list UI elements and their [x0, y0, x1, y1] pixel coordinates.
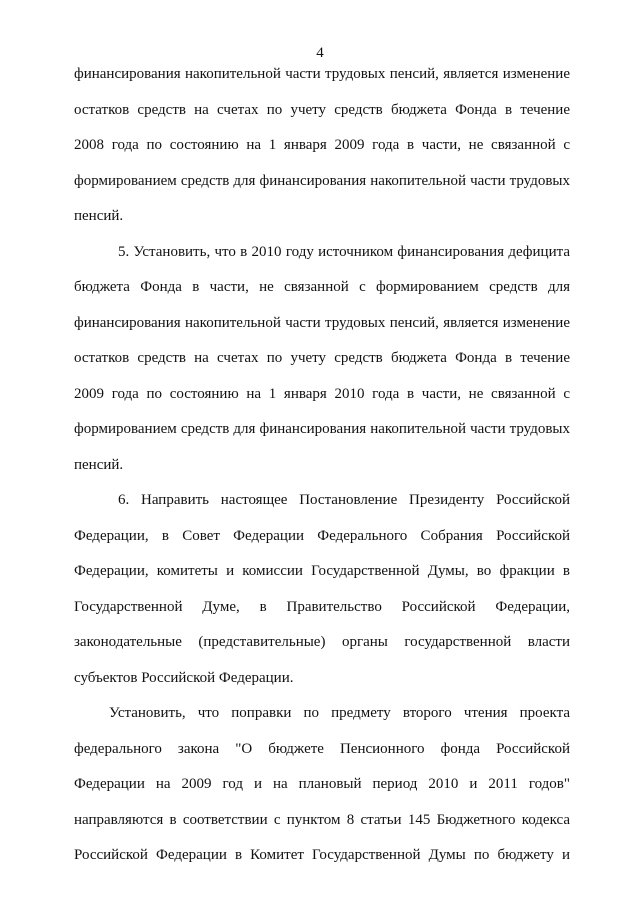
text-line: финансирования накопительной части трудовых пенсий, является изменение [74, 315, 570, 331]
text-line: Федерации на 2009 год и на плановый период 2010 и 2011 годов" [74, 776, 570, 792]
text-line: Российской Федерации в Комитет Государственной Думы по бюджету и [74, 847, 570, 863]
text-line: 5. Установить, что в 2010 году источником финансирования дефицита [118, 244, 570, 260]
text-line: формированием средств для финансирования накопительной части трудовых [74, 421, 570, 437]
text-line: пенсий. [74, 457, 124, 473]
text-line: бюджета Фонда в части, не связанной с формированием средств для [74, 279, 570, 295]
text-line: остатков средств на счетах по учету средств бюджета Фонда в течение [74, 350, 570, 366]
text-line: Государственной Думе, в Правительство Российской Федерации, [74, 599, 570, 615]
text-line: 2009 года по состоянию на 1 января 2010 года в части, не связанной с [74, 386, 570, 402]
text-line: Установить, что поправки по предмету второго чтения проекта [109, 705, 570, 721]
text-line: остатков средств на счетах по учету средств бюджета Фонда в течение [74, 102, 570, 118]
text-line: федерального закона "О бюджете Пенсионного фонда Российской [74, 741, 570, 757]
page-number: 4 [316, 45, 324, 61]
text-line: Федерации, комитеты и комиссии Государственной Думы, во фракции в [74, 563, 570, 579]
text-line: формированием средств для финансирования накопительной части трудовых [74, 173, 570, 189]
text-line: Федерации, в Совет Федерации Федерального Собрания Российской [74, 528, 570, 544]
text-line: пенсий. [74, 208, 124, 224]
text-line: финансирования накопительной части трудовых пенсий, является изменение [74, 66, 570, 82]
text-line: 6. Направить настоящее Постановление Президенту Российской [118, 492, 570, 508]
text-line: законодательные (представительные) органы государственной власти [74, 634, 570, 650]
text-line: направляются в соответствии с пунктом 8 статьи 145 Бюджетного кодекса [74, 812, 570, 828]
text-line: 2008 года по состоянию на 1 января 2009 года в части, не связанной с [74, 137, 570, 153]
text-line: субъектов Российской Федерации. [74, 670, 294, 686]
